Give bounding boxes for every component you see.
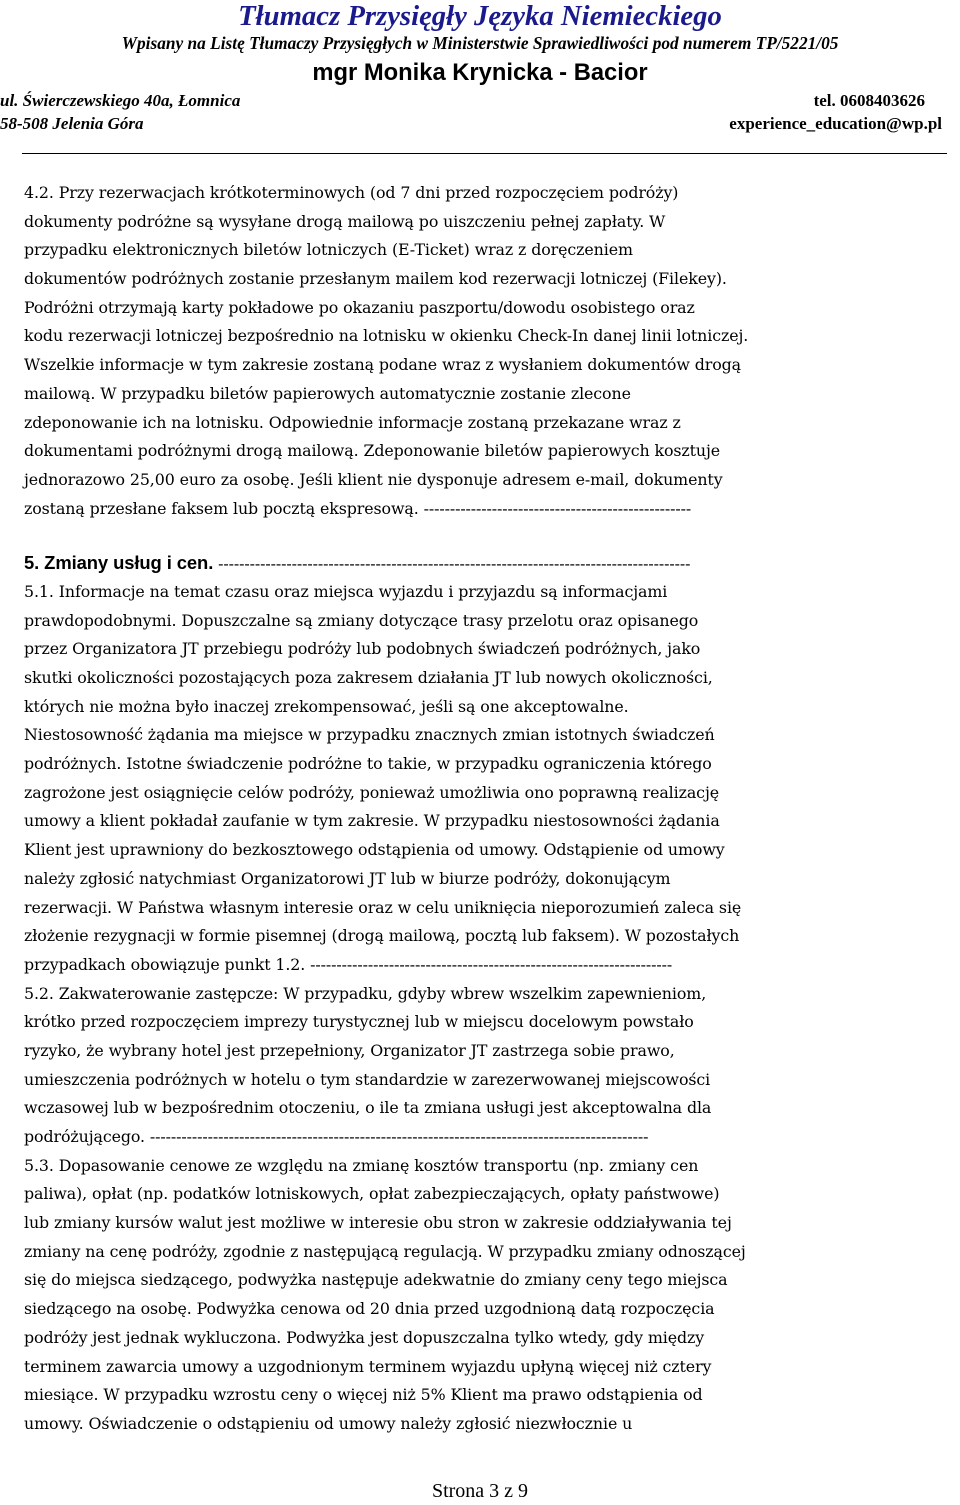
text-line: dokumenty podróżne są wysyłane drogą mailową po uiszczeniu pełnej zapłaty. W (24, 211, 666, 231)
text-line: umowy. Oświadczenie o odstąpieniu od umowy należy zgłosić niezwłocznie u (24, 1413, 633, 1433)
text-line: krótko przed rozpoczęciem imprezy turystycznej lub w miejscu docelowym powstało (24, 1012, 694, 1032)
text-line: złożenie rezygnacji w formie pisemnej (drogą mailową, pocztą lub faksem). W pozostałych (24, 926, 740, 946)
text-line: należy zgłosić natychmiast Organizatorowi JT lub w biurze podróży, dokonującym (24, 868, 671, 888)
text-line: 4.2. Przy rezerwacjach krótkoterminowych (od 7 dni przed rozpoczęciem podróży) (24, 183, 679, 202)
text-line: których nie można było inaczej zrekompensować, jeśli są one akceptowalne. (24, 696, 629, 716)
text-line: 5.2. Zakwaterowanie zastępcze: W przypadku, gdyby wbrew wszelkim zapewnieniom, (24, 983, 707, 1003)
text-line: kodu rezerwacji lotniczej bezpośrednio na lotnisku w okienku Check-In danej linii lotniczej. (24, 326, 749, 346)
text-line: przypadku elektronicznych biletów lotniczych (E-Ticket) wraz z doręczeniem (24, 240, 633, 260)
text-line: zagrożone jest osiągnięcie celów podróży, ponieważ umożliwia ono poprawną realizację (24, 782, 720, 802)
text-line: zdeponowanie ich na lotnisku. Odpowiednie informacje zostaną przekazane wraz z (24, 412, 681, 432)
text-line: umieszczenia podróżnych w hotelu o tym standardzie w zarezerwowanej miejscowości (24, 1069, 711, 1089)
text-line: 5.3. Dopasowanie cenowe ze względu na zmianę kosztów transportu (np. zmiany cen (24, 1155, 699, 1175)
page-number: Strona 3 z 9 (431, 1480, 529, 1502)
text-line: Wszelkie informacje w tym zakresie zostaną podane wraz z wysłaniem dokumentów drogą (24, 355, 742, 375)
header-title: Tłumacz Przysięgły Języka Niemieckiego (238, 0, 722, 32)
text-line: się do miejsca siedzącego, podwyżka następuje adekwatnie do zmiany ceny tego miejsca (24, 1270, 728, 1290)
text-line: przez Organizatora JT przebiegu podróży lub podobnych świadczeń podróżnych, jako (24, 639, 701, 659)
section-heading-dashes: ------------------------------------------------------------------------------------------ (213, 554, 691, 574)
text-line: miesiące. W przypadku wzrostu ceny o więcej niż 5% Klient ma prawo odstąpienia od (24, 1385, 703, 1405)
text-line: terminem zawarcia umowy a uzgodnionym terminem wyjazdu upłyną więcej niż cztery (24, 1356, 712, 1376)
text-line: jednorazowo 25,00 euro za osobę. Jeśli klient nie dysponuje adresem e-mail, dokumenty (24, 469, 723, 489)
text-line: paliwa), opłat (np. podatków lotniskowych, opłat zabezpieczających, opłaty państwowe) (24, 1184, 720, 1204)
text-line: prawdopodobnymi. Dopuszczalne są zmiany dotyczące trasy przelotu oraz opisanego (24, 610, 699, 630)
document-body (24, 179, 960, 1439)
header-phone: tel. 0608403626 (813, 91, 925, 110)
text-line: wczasowej lub w bezpośrednim otoczeniu, o ile ta zmiana usługi jest akceptowalna dla (24, 1098, 712, 1118)
text-line: Niestosowność żądania ma miejsce w przypadku znacznych zmian istotnych świadczeń (24, 725, 715, 745)
text-line: zostaną przesłane faksem lub pocztą ekspresową. --------------------------------------------------- (24, 498, 692, 518)
text-line: siedzącego na osobę. Podwyżka cenowa od 20 dnia przed uzgodnioną datą rozpoczęcia (24, 1299, 715, 1319)
header-city: 58-508 Jelenia Góra (0, 114, 144, 133)
text-line: umowy a klient pokładał zaufanie w tym zakresie. W przypadku niestosowności żądania (24, 811, 720, 831)
text-line: podróżującego. ----------------------------------------------------------------------------------------------- (24, 1127, 649, 1146)
text-line: dokumentami podróżnymi drogą mailową. Zdeponowanie biletów papierowych kosztuje (24, 441, 721, 461)
blank-line (24, 523, 956, 549)
text-line: lub zmiany kursów walut jest możliwe w interesie obu stron w zakresie oddziaływania tej (24, 1213, 732, 1233)
header-email: experience_education@wp.pl (729, 114, 942, 133)
section-heading-label: 5. Zmiany usług i cen. (24, 552, 214, 574)
text-line: rezerwacji. W Państwa własnym interesie oraz w celu uniknięcia nieporozumień zaleca się (24, 897, 742, 917)
text-line: podróżnych. Istotne świadczenie podróżne to takie, w przypadku ograniczenia którego (24, 754, 712, 774)
header-registration: Wpisany na Listę Tłumaczy Przysięgłych w Ministerstwie Sprawiedliwości pod numerem TP/5221/05 (121, 33, 839, 53)
text-line: 5.1. Informacje na temat czasu oraz miejsca wyjazdu i przyjazdu są informacjami (24, 581, 668, 601)
header-street: ul. Świerczewskiego 40a, Łomnica (0, 91, 241, 110)
section-heading (24, 549, 956, 578)
header-translator-name: mgr Monika Krynicka - Bacior (312, 59, 648, 86)
text-line: skutki okoliczności pozostających poza zakresem działania JT lub nowych okoliczności, (24, 668, 713, 687)
header-divider (22, 153, 947, 154)
text-line: zmiany na cenę podróży, zgodnie z następującą regulacją. W przypadku zmiany odnoszącej (24, 1241, 746, 1261)
text-line: Klient jest uprawniony do bezkosztowego odstąpienia od umowy. Odstąpienie od umowy (24, 840, 725, 860)
text-line: ryzyko, że wybrany hotel jest przepełniony, Organizator JT zastrzega sobie prawo, (24, 1040, 675, 1060)
text-line: dokumentów podróżnych zostanie przesłanym mailem kod rezerwacji lotniczej (Filekey). (24, 269, 727, 289)
text-line: podróży jest jednak wykluczona. Podwyżka jest dopuszczalna tylko wtedy, gdy między (24, 1327, 705, 1347)
text-line: przypadkach obowiązuje punkt 1.2. --------------------------------------------------------------------- (24, 954, 673, 974)
text-line: Podróżni otrzymają karty pokładowe po okazaniu paszportu/dowodu osobistego oraz (24, 297, 695, 317)
text-line: mailową. W przypadku biletów papierowych automatycznie zostanie zlecone (24, 383, 631, 403)
